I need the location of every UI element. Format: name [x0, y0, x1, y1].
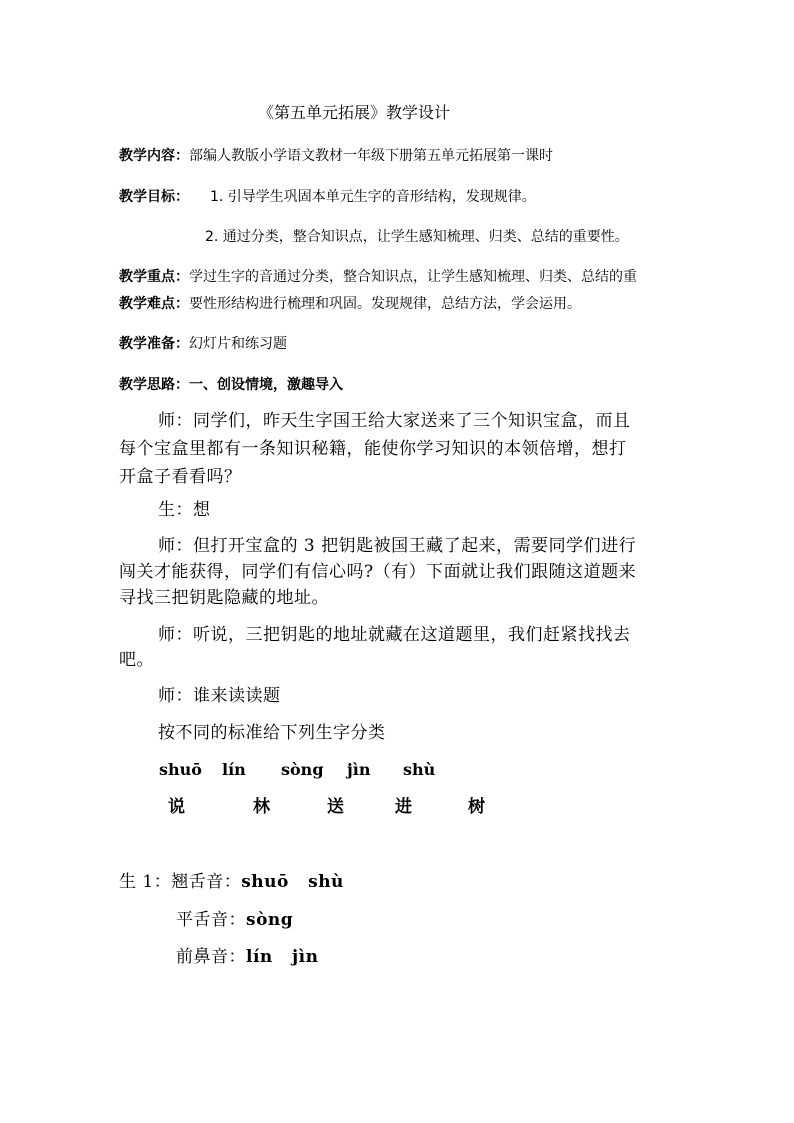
paragraph-1-line-1: 师：同学们，昨天生字国王给大家送来了三个知识宝盒，而且	[158, 411, 631, 431]
answer-line-2-label: 平舌音：	[176, 910, 246, 930]
exercise-char-5: 树	[468, 797, 485, 817]
paragraph-3-line-3: 寻找三把钥匙隐藏的地址。	[119, 588, 329, 608]
preparation-text: 幻灯片和练习题	[189, 336, 287, 352]
teaching-content-text: 部编人教版小学语文教材一年级下册第五单元拓展第一课时	[189, 148, 553, 164]
paragraph-3-line-1: 师：但打开宝盒的 3 把钥匙被国王藏了起来，需要同学们进行	[158, 536, 637, 556]
answer-line-1-value: shuō shù	[241, 872, 344, 892]
exercise-pinyin-2: lín	[222, 760, 246, 779]
answer-line-3-label: 前鼻音：	[176, 947, 246, 967]
teaching-goals-row	[119, 190, 189, 204]
page-title: 《第五单元拓展》教学设计	[258, 103, 451, 122]
exercise-char-2: 林	[253, 797, 270, 817]
answer-line-3-value: lín jìn	[246, 947, 319, 967]
difficulty-row	[119, 297, 581, 311]
paragraph-2: 生：想	[158, 500, 211, 520]
answer-line-1	[119, 874, 344, 891]
exercise-pinyin-3: sòng	[281, 760, 324, 779]
teaching-goal-item-2: 2. 通过分类，整合知识点，让学生感知梳理、归类、总结的重要性。	[205, 229, 629, 245]
exercise-char-4: 进	[395, 797, 412, 817]
paragraph-6: 按不同的标准给下列生字分类	[158, 723, 386, 743]
preparation-row	[119, 337, 287, 351]
difficulty-label: 教学难点：	[119, 296, 189, 312]
exercise-char-1: 说	[168, 797, 185, 817]
answer-line-2	[176, 912, 293, 929]
exercise-pinyin-1: shuō	[159, 760, 202, 779]
paragraph-4-line-2: 吧。	[119, 650, 154, 670]
answer-line-1-label: 生 1：翘舌音：	[119, 872, 242, 892]
paragraph-1-line-2: 每个宝盒里都有一条知识秘籍，能使你学习知识的本领倍增，想打	[119, 439, 627, 459]
key-point-label: 教学重点：	[119, 269, 189, 285]
exercise-char-3: 送	[327, 797, 344, 817]
paragraph-3-line-2: 闯关才能获得，同学们有信心吗?（有）下面就让我们跟随这道题来	[119, 562, 637, 582]
teaching-content-label: 教学内容：	[119, 148, 189, 164]
key-point-text: 学过生字的音通过分类，整合知识点，让学生感知梳理、归类、总结的重	[189, 269, 637, 285]
approach-row	[119, 378, 343, 392]
approach-label: 教学思路：	[119, 377, 189, 393]
paragraph-1-line-3: 开盒子看看吗？	[119, 467, 242, 487]
answer-line-2-value: sòng	[246, 910, 294, 930]
approach-text: 一、创设情境，激趣导入	[189, 377, 343, 393]
preparation-label: 教学准备：	[119, 336, 189, 352]
teaching-goal-item-1: 1. 引导学生巩固本单元生字的音形结构，发现规律。	[210, 189, 536, 205]
exercise-pinyin-4: jìn	[347, 760, 371, 779]
paragraph-5: 师：谁来读读题	[158, 686, 281, 706]
difficulty-text: 要性形结构进行梳理和巩固。发现规律，总结方法，学会运用。	[189, 296, 581, 312]
answer-line-3	[176, 949, 319, 966]
key-point-row	[119, 270, 637, 284]
teaching-goals-label: 教学目标：	[119, 189, 189, 205]
paragraph-4-line-1: 师：听说，三把钥匙的地址就藏在这道题里，我们赶紧找找去	[158, 625, 631, 645]
exercise-pinyin-5: shù	[403, 760, 436, 779]
teaching-content-row	[119, 149, 553, 163]
